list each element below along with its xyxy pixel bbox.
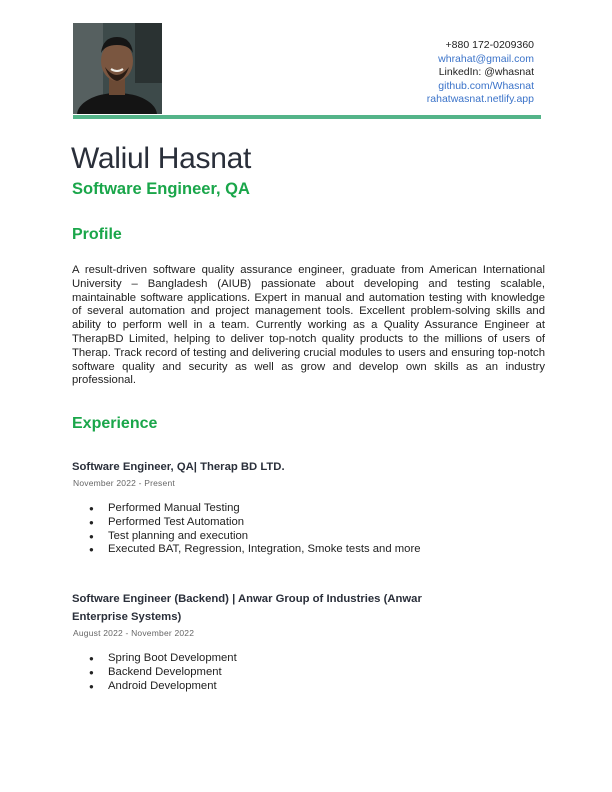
list-item: ● Backend Development — [72, 666, 472, 680]
job-dates: August 2022 - November 2022 — [73, 628, 195, 638]
list-item: ● Spring Boot Development — [72, 652, 472, 666]
job-dates: November 2022 - Present — [73, 478, 175, 488]
email-link[interactable]: whrahat@gmail.com — [438, 52, 534, 65]
github-link[interactable]: github.com/Whasnat — [438, 79, 534, 92]
job-bullet-list — [72, 652, 472, 693]
candidate-role: Software Engineer, QA — [72, 180, 250, 198]
job-entry-therap — [72, 458, 472, 557]
contact-block — [427, 39, 534, 107]
linkedin-handle: LinkedIn: @whasnat — [438, 66, 534, 79]
profile-heading: Profile — [72, 226, 122, 243]
profile-summary: A result-driven software quality assurance engineer, graduate from American International University – Bangladesh (AIUB) passionate about developing and testing scalable, maintainable software applications. Expert in manual and automation testing with knowledge of several automation and project management tools. Excellent problem-solving skills and ability to perform well in a team. Currently working as a Quality Assurance Engineer at TherapBD Limited, helping to deliver top-notch quality products to the millions of users of Therap. Track record of testing and delivering crucial modules to users and ensuring top-notch software quality and security as well as grow and develop own skills as an industry professional. — [72, 264, 545, 387]
job-title: Software Engineer, QA| Therap BD LTD. — [72, 461, 285, 473]
profile-photo-image — [73, 23, 162, 114]
experience-heading: Experience — [72, 415, 158, 432]
list-item: ● Executed BAT, Regression, Integration, Smoke tests and more — [72, 543, 472, 557]
phone-number: +880 172-0209360 — [445, 39, 534, 51]
candidate-name: Waliul Hasnat — [71, 142, 252, 175]
header-divider — [73, 115, 541, 119]
job-title-line-1: Software Engineer (Backend) | Anwar Group of Industries (Anwar — [72, 593, 422, 605]
profile-photo — [73, 23, 162, 114]
website-link[interactable]: rahatwasnat.netlify.app — [426, 93, 534, 106]
list-item: ● Performed Test Automation — [72, 516, 472, 530]
job-bullet-list — [72, 502, 472, 557]
job-entry-anwar — [72, 590, 472, 693]
list-item: ● Android Development — [72, 680, 472, 694]
list-item: ● Performed Manual Testing — [72, 502, 472, 516]
list-item: ● Test planning and execution — [72, 530, 472, 544]
job-title-line-2: Enterprise Systems) — [72, 611, 182, 623]
